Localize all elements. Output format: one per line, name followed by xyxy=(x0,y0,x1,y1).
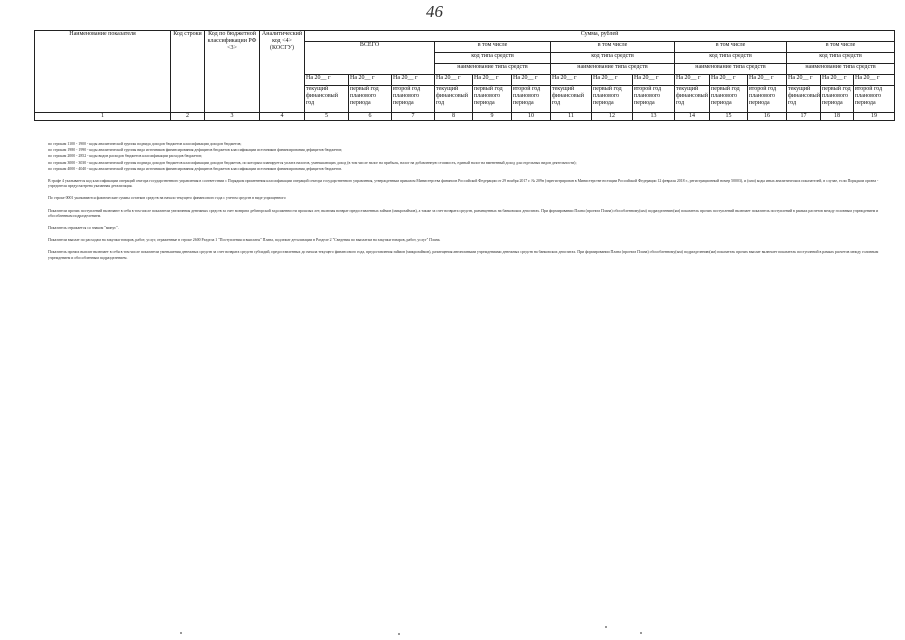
header-incl-3: в том числе xyxy=(675,42,787,53)
column-number: 4 xyxy=(260,113,305,121)
footnote-analytic-code: В графе 4 указывается код классификации операций сектора государственного управления в соответствии с Порядком применения классификации операций сектора государственного управления, утвержденным приказом Министерства финансов Российской Федерации от 29 ноября 2017 г. № 209н (зарегистрирован в Министерстве юстиции Российской Федерации 12 февраля 2018 г., регистрационный номер 50003), и (или) коды иных аналитических показателей, в случае, если Порядком органа - учредителя предусмотрена указанная детализация. xyxy=(48,179,879,189)
desc-second-plan-year: второй год планового периода xyxy=(633,86,675,113)
column-number: 8 xyxy=(435,113,473,121)
column-number: 17 xyxy=(787,113,821,121)
column-number: 6 xyxy=(349,113,392,121)
period-cell: На 20__ г xyxy=(675,75,710,86)
desc-first-plan-year: первый год планового периода xyxy=(710,86,748,113)
header-indicator-name: Наименование показателя xyxy=(35,31,171,113)
column-number: 3 xyxy=(205,113,260,121)
desc-current-year: текущий финансовый год xyxy=(435,86,473,113)
header-incl-4: в том числе xyxy=(787,42,895,53)
period-cell: На 20__ г xyxy=(551,75,592,86)
period-cell: На 20__ г xyxy=(473,75,512,86)
column-number: 10 xyxy=(512,113,551,121)
header-fund-name-3: наименование типа средств xyxy=(675,64,787,75)
header-incl-2: в том числе xyxy=(551,42,675,53)
desc-first-plan-year: первый год планового периода xyxy=(592,86,633,113)
desc-current-year: текущий финансовый год xyxy=(675,86,710,113)
period-cell: На 20__ г xyxy=(512,75,551,86)
desc-second-plan-year: второй год планового периода xyxy=(512,86,551,113)
header-fund-code-4: код типа средств xyxy=(787,53,895,64)
header-fund-code-1: код типа средств xyxy=(435,53,551,64)
footnote-minus-sign: Показатель отражается со знаком "минус". xyxy=(48,226,119,231)
header-total: ВСЕГО xyxy=(305,42,435,75)
column-number: 7 xyxy=(392,113,435,121)
column-number: 16 xyxy=(748,113,787,121)
scan-speck xyxy=(640,632,642,634)
desc-first-plan-year: первый год планового периода xyxy=(349,86,392,113)
period-cell: На 20__ г xyxy=(305,75,349,86)
footnote-line: по строкам 1980 - 1990 - коды аналитической группы вида источников финансирования дефицитов бюджетов классификации источников финансирования дефицитов бюджетов; xyxy=(48,148,343,153)
column-number: 5 xyxy=(305,113,349,121)
period-cell: На 20__ г xyxy=(854,75,895,86)
column-number: 2 xyxy=(171,113,205,121)
period-cell: На 20__ г xyxy=(821,75,854,86)
header-fund-code-3: код типа средств xyxy=(675,53,787,64)
desc-second-plan-year: второй год планового периода xyxy=(392,86,435,113)
desc-current-year: текущий финансовый год xyxy=(787,86,821,113)
header-analytic-code: Аналитический код <4> (КОСГУ) xyxy=(260,31,305,113)
desc-first-plan-year: первый год планового периода xyxy=(821,86,854,113)
header-fund-name-4: наименование типа средств xyxy=(787,64,895,75)
scan-speck xyxy=(605,626,607,628)
footnote-procurement: Показатели выплат по расходам на закупки товаров, работ, услуг, отраженные в строке 2600 Раздела 1 "Поступления и выплаты" Плана, подлежат детализации в Разделе 2 "Сведения по выплатам на закупки товаров, работ, услуг" Плана. xyxy=(48,238,441,243)
footnote-line: по строкам 1100 - 1900 - коды аналитической группы подвида доходов бюджетов классификации доходов бюджетов; xyxy=(48,142,242,146)
column-number: 19 xyxy=(854,113,895,121)
period-cell: На 20__ г xyxy=(748,75,787,86)
period-cell: На 20__ г xyxy=(435,75,473,86)
column-number: 9 xyxy=(473,113,512,121)
column-number: 18 xyxy=(821,113,854,121)
header-sum-rubles: Сумма, рублей xyxy=(305,31,895,42)
period-cell: На 20__ г xyxy=(592,75,633,86)
period-cell: На 20__ г xyxy=(710,75,748,86)
footnote-opening-balance: По строке 0001 указываются фактические суммы остатков средств на начало текущего финансового года с учетом средств в виде упрощенного xyxy=(48,196,286,201)
period-cell: На 20__ г xyxy=(349,75,392,86)
period-cell: На 20__ г xyxy=(787,75,821,86)
column-number: 11 xyxy=(551,113,592,121)
desc-second-plan-year: второй год планового периода xyxy=(854,86,895,113)
footnote-other-receipts: Показатели прочих поступлений включают в себя в том числе показатели увеличения денежных средств за счет возврата дебиторской задолженности прошлых лет, включая возврат предоставленных займов (микрозаймов), а также за счет возврата средств, размещенных на банковских депозитах. При формировании Плана (проекта Плана) обособленному(ым) подразделению(ям) показатель прочих поступлений включает показатель поступлений в рамках расчетов между головным учреждением и обособленным подразделением. xyxy=(48,208,879,218)
column-number: 15 xyxy=(710,113,748,121)
header-line-code: Код строки xyxy=(171,31,205,113)
header-incl-1: в том числе xyxy=(435,42,551,53)
column-number: 14 xyxy=(675,113,710,121)
footnote-line: по строкам 4000 - 4040 - коды аналитической группы вида источников финансирования дефицитов бюджетов классификации источников финансирования дефицитов бюджетов. xyxy=(48,166,343,171)
footnote-line: по строкам 3000 - 3030 - коды аналитической группы подвида доходов бюджетов классификации доходов бюджетов, по которым планируется уплата налогов, уменьшающих доход (в том числе налог на прибыль, налог на добавленную стоимость, единый налог на вмененный доход для отдельных видов деятельности); xyxy=(48,160,577,165)
header-budget-code: Код по бюджетной классификации РФ <3> xyxy=(205,31,260,113)
desc-second-plan-year: второй год планового периода xyxy=(748,86,787,113)
column-number: 1 xyxy=(35,113,171,121)
footnote-line: по строкам 2000 - 2852 - коды видов расходов бюджетов классификации расходов бюджетов; xyxy=(48,154,203,159)
page-number: 46 xyxy=(426,2,443,21)
column-number: 13 xyxy=(633,113,675,121)
footnote-other-payments: Показатель прочих выплат включает в себя в том числе показатели уменьшения денежных средств за счет возврата средств субсидий, предоставленных до начала текущего финансового года, предоставления займов (микрозаймов), размещения автономными учреждениями денежных средств на банковских депозитах. При формировании Плана (проекта Плана) обособленному(ым) подразделению(ям) показатель прочих выплат включает показатель поступлений в рамках расчетов между головным учреждением и обособленным подразделением. xyxy=(48,250,879,260)
footnotes xyxy=(36,142,886,262)
desc-current-year: текущий финансовый год xyxy=(551,86,592,113)
desc-first-plan-year: первый год планового периода xyxy=(473,86,512,113)
period-cell: На 20__ г xyxy=(633,75,675,86)
scan-speck xyxy=(180,632,182,634)
financial-plan-table xyxy=(34,30,895,121)
desc-current-year: текущий финансовый год xyxy=(305,86,349,113)
header-fund-code-2: код типа средств xyxy=(551,53,675,64)
column-number: 12 xyxy=(592,113,633,121)
scan-speck xyxy=(398,633,400,635)
period-cell: На 20__ г xyxy=(392,75,435,86)
header-fund-name-1: наименование типа средств xyxy=(435,64,551,75)
header-fund-name-2: наименование типа средств xyxy=(551,64,675,75)
